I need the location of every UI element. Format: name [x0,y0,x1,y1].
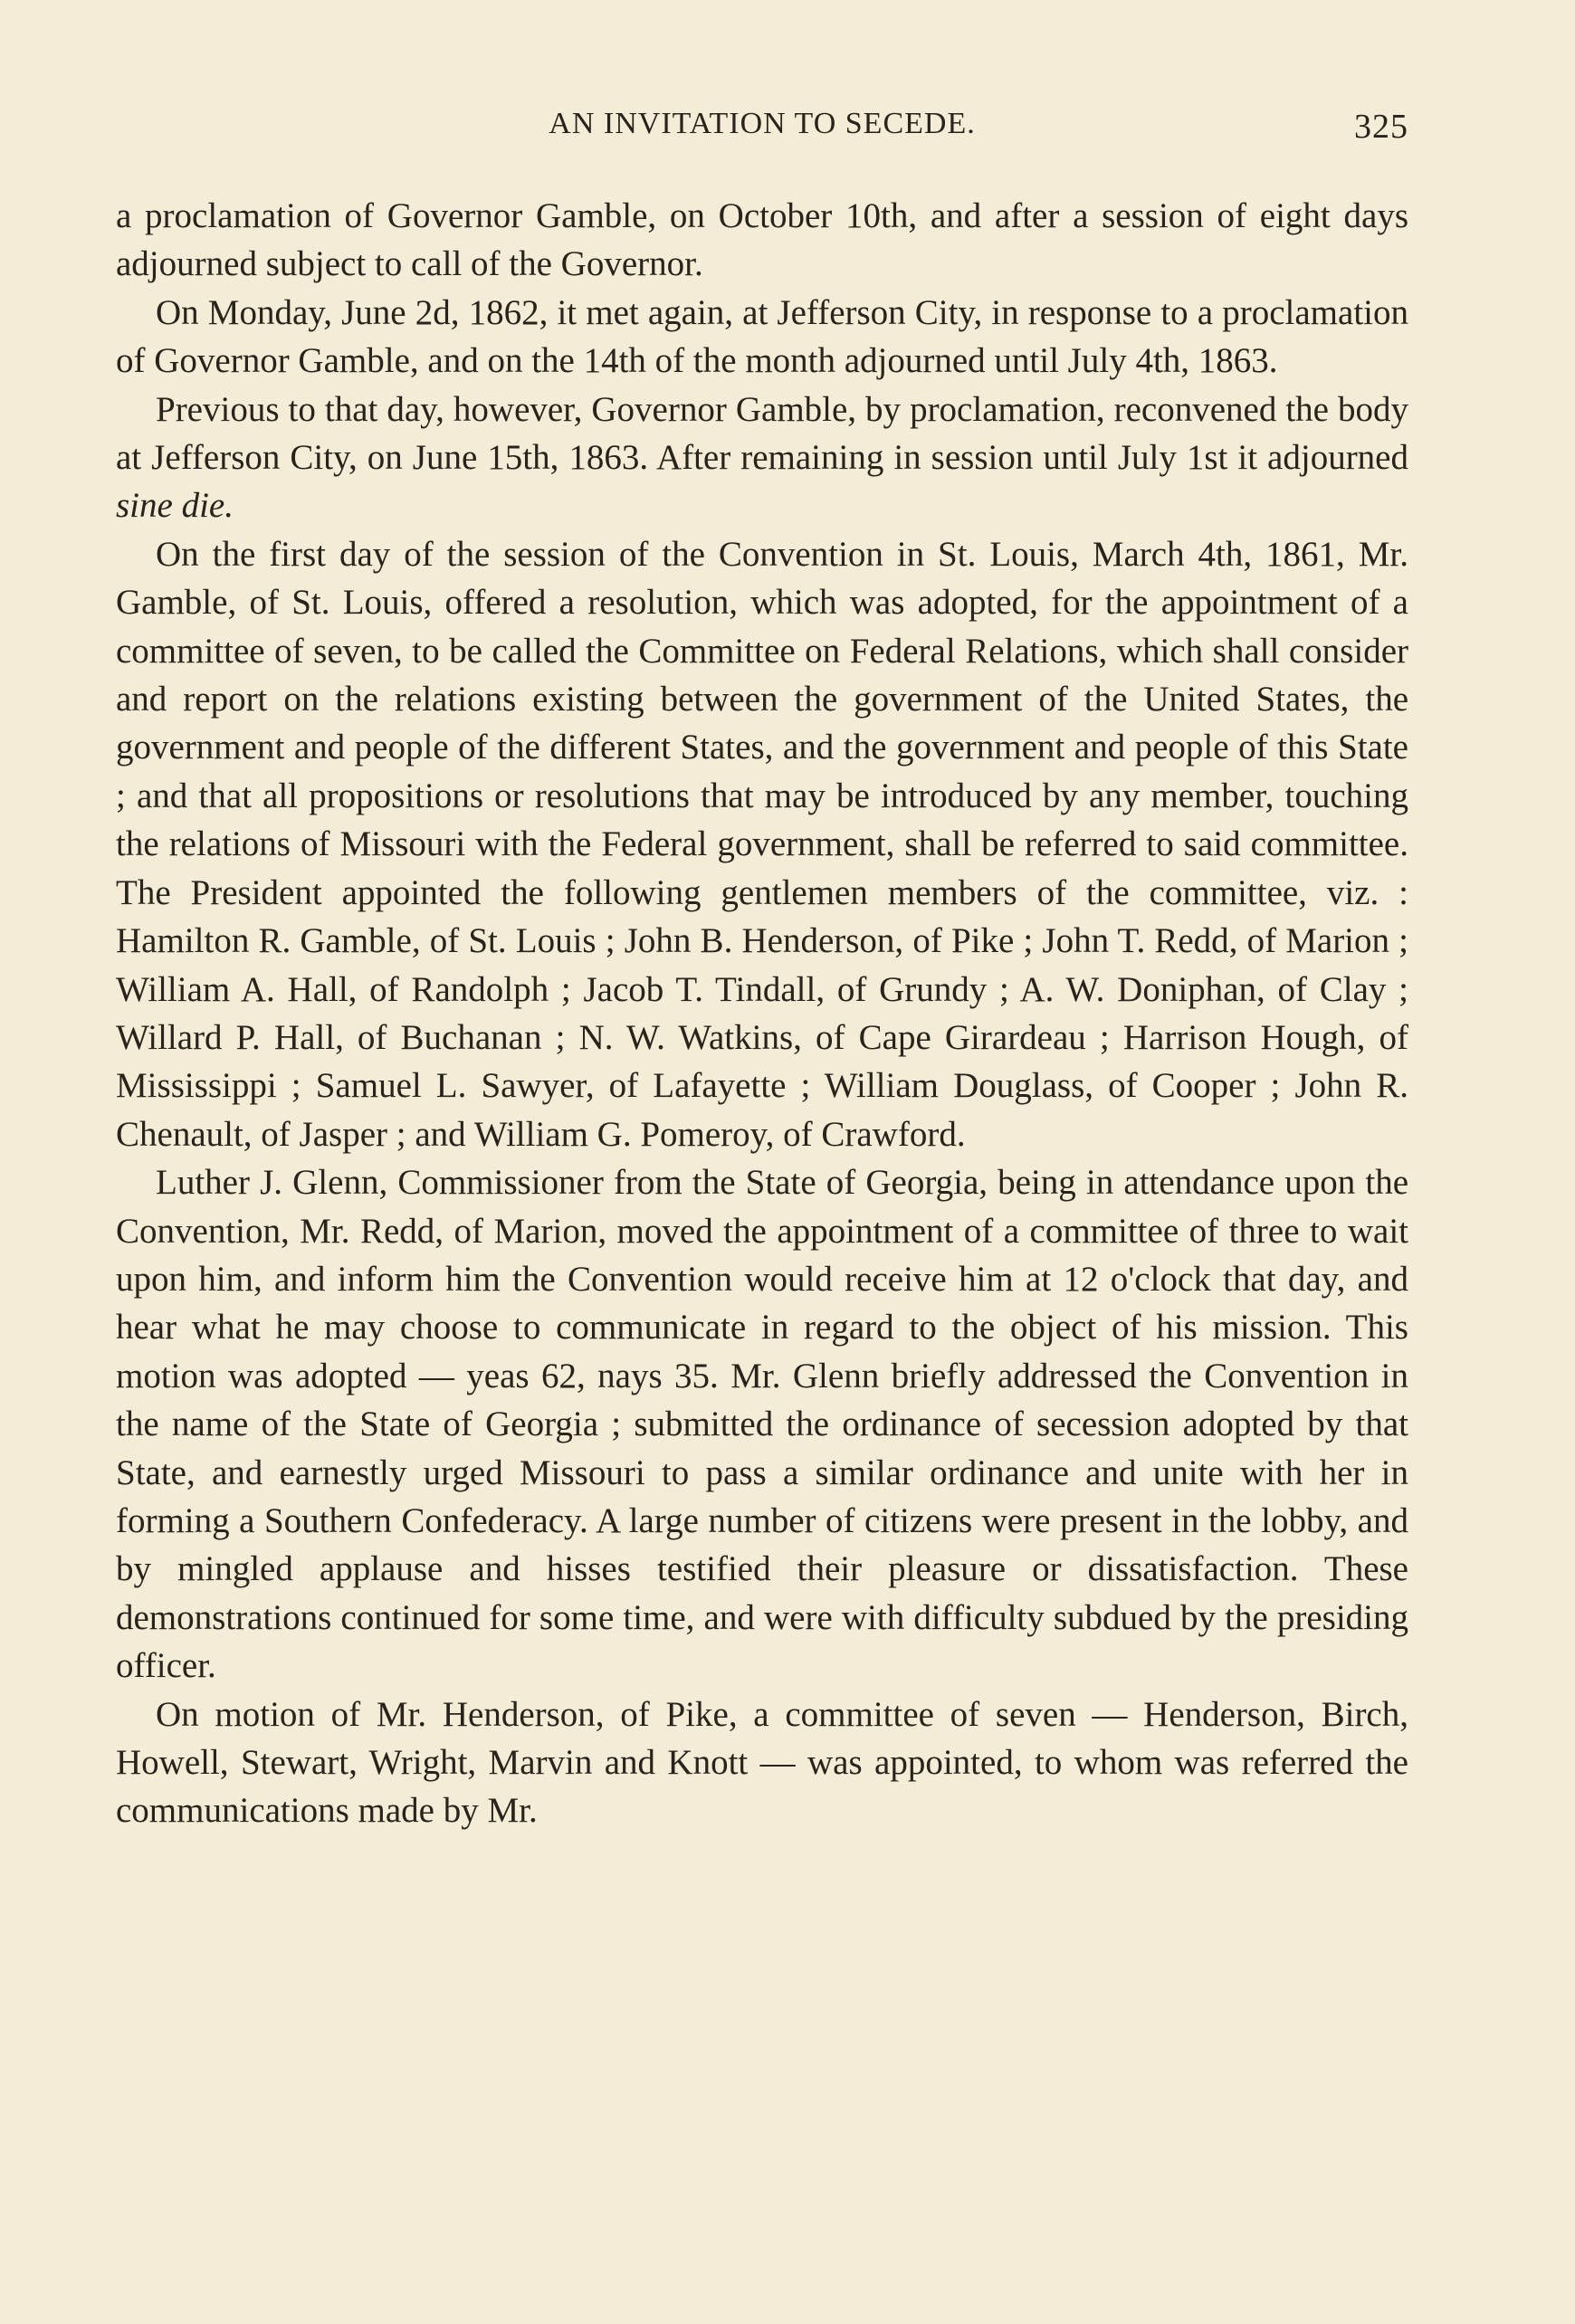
paragraph-3 [116,386,1408,530]
paragraph-6: On motion of Mr. Henderson, of Pike, a committee of seven — Henderson, Birch, Howell, Stewart, Wright, Marvin and Knott — was appointed, to whom was referred the communications made by Mr. [116,1694,1408,1831]
paragraph-1: a proclamation of Governor Gamble, on October 10th, and after a session of eight days adjourned subject to call of the Governor. [116,196,1408,284]
page-number: 325 [1354,108,1408,146]
paragraph-2: On Monday, June 2d, 1862, it met again, at Jefferson City, in response to a proclamation of Governor Gamble, and on the 14th of the month adjourned until July 4th, 1863. [116,292,1408,381]
paragraph-3-text: Previous to that day, however, Governor Gamble, by proclamation, reconvened the body at Jefferson City, on June 15th, 1863. After remaining in session until July 1st it adjourned [116,389,1408,478]
body-text [116,192,1408,1835]
running-title: AN INVITATION TO SECEDE. [549,107,976,140]
paragraph-5: Luther J. Glenn, Commissioner from the State of Georgia, being in attendance upon the Convention, Mr. Redd, of Marion, moved the appointment of a committee of three to wait upon him, and inform him the Convention would receive him at 12 o'clock that day, and hear what he may choose to communicate in regard to the object of his mission. This motion was adopted — yeas 62, nays 35. Mr. Glenn briefly addressed the Convention in the name of the State of Georgia ; submitted the ordinance of secession adopted by that State, and earnestly urged Missouri to pass a similar ordinance and unite with her in forming a Southern Confederacy. A large number of citizens were present in the lobby, and by mingled applause and hisses testified their pleasure or dissatisfaction. These demonstrations continued for some time, and were with difficulty subdued by the presiding officer. [116,1163,1408,1686]
paragraph-4: On the first day of the session of the Convention in St. Louis, March 4th, 1861, Mr. Gamble, of St. Louis, offered a resolution, which was adopted, for the appointment of a committee of seven, to be called the Committee on Federal Relations, which shall consider and report on the relations existing between the government of the United States, the government and people of the different States, and the government and people of this State ; and that all propositions or resolutions that may be introduced by any member, touching the relations of Missouri with the Federal government, shall be referred to said committee. The President appointed the following gentlemen members of the committee, viz. : Hamilton R. Gamble, of St. Louis ; John B. Henderson, of Pike ; John T. Redd, of Marion ; William A. Hall, of Randolph ; Jacob T. Tindall, of Grundy ; A. W. Doniphan, of Clay ; Willard P. Hall, of Buchanan ; N. W. Watkins, of Cape Girardeau ; Harrison Hough, of Mississippi ; Samuel L. Sawyer, of Lafayette ; William Douglass, of Cooper ; John R. Chenault, of Jasper ; and William G. Pomeroy, of Crawford. [116,534,1408,1154]
paragraph-3-italic: sine die. [116,486,234,526]
running-head [116,107,1408,150]
